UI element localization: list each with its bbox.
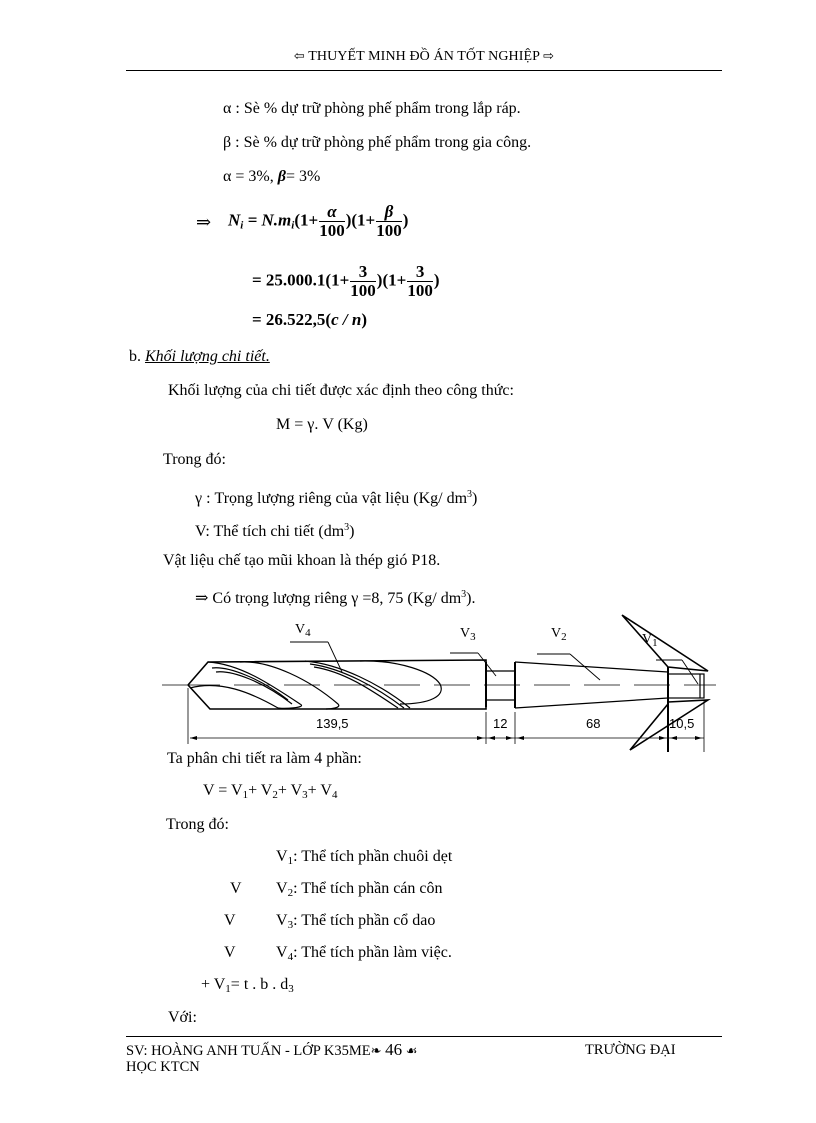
volume-sum-formula: $V = V_1+ V_2+ V_3+ V_4$ xyxy=(203,782,338,801)
label-v4: $V_4$ xyxy=(295,622,311,639)
stray-v-3: V xyxy=(224,912,236,929)
left-arrow-ornament-icon: ⇦ xyxy=(293,49,305,64)
ni-formula: $N_i = N.m_i(1+$ $\frac{\alpha}{100}$ )(1+ $\frac{\beta}{100}$ ) xyxy=(228,202,409,240)
fraction-beta: $\frac{\beta}{100}$ xyxy=(376,202,402,240)
ni-substitution: = 25.000.1(1+ $\frac{3}{100}$ )(1+ $\frac{3}{100}$ ) xyxy=(252,262,440,300)
section-b-heading: b. Khối lượng chi tiết. xyxy=(129,348,270,365)
alpha-beta-values: α = 3%, β= 3% xyxy=(223,168,321,185)
footer-divider xyxy=(126,1036,722,1037)
part-item-v2: $V_2$: Thể tích phần cán côn xyxy=(276,880,443,899)
part-item-v3: $V_3$: Thể tích phần cổ dao xyxy=(276,912,436,931)
dimension-139-5: 139,5 xyxy=(316,716,349,731)
volume-definition: V: Thể tích chi tiết $(dm^3)$ xyxy=(195,522,355,540)
header-title: THUYẾT MINH ĐỒ ÁN TỐT NGHIỆP xyxy=(308,49,540,64)
gamma-definition: γ : Trọng lượng riêng của vật liệu (Kg/ $dm^3$) xyxy=(195,489,478,507)
label-v3: $V_3$ xyxy=(460,626,476,643)
page-header xyxy=(126,49,722,65)
drill-diagram xyxy=(160,612,720,752)
drill-drawing-icon xyxy=(160,612,720,752)
stray-v-4: V xyxy=(224,944,236,961)
ni-result: = 26.522,5(c / n) xyxy=(252,310,368,329)
split-intro: Ta phân chi tiết ra làm 4 phần: xyxy=(167,750,362,767)
label-v1: $V_1$ xyxy=(642,632,658,649)
dimension-10-5: 10,5 xyxy=(669,716,695,731)
implies-arrow-icon: ⇒ xyxy=(196,212,212,232)
where-label-2: Trong đó: xyxy=(166,816,229,833)
page-number: 46 xyxy=(385,1040,403,1059)
fraction-3-100-b: $\frac{3}{100}$ xyxy=(407,262,433,300)
beta-definition: β : Sè % dự trữ phòng phế phẩm trong gia công. xyxy=(223,134,532,151)
label-v2: $V_2$ xyxy=(551,626,567,643)
header-divider xyxy=(126,70,722,71)
density-statement: ⇒ Có trọng lượng riêng γ =8, 75 (Kg/ $dm^3$). xyxy=(195,589,476,607)
fraction-3-100-a: $\frac{3}{100}$ xyxy=(350,262,376,300)
mass-intro: Khối lượng của chi tiết được xác định theo công thức: xyxy=(168,382,514,399)
footer-school: TRƯỜNG ĐẠI xyxy=(585,1042,676,1058)
with-label: Với: xyxy=(168,1009,197,1026)
dimension-12: 12 xyxy=(493,716,508,731)
left-fleuron-icon: ❧ xyxy=(370,1044,382,1059)
right-fleuron-icon: ☙ xyxy=(405,1044,418,1059)
fraction-alpha: $\frac{\alpha}{100}$ xyxy=(319,202,345,240)
v1-formula: + $V_1= t$ . b . $d_3$ xyxy=(201,976,294,995)
dimension-68: 68 xyxy=(586,716,601,731)
mass-formula: M = γ. V (Kg) xyxy=(276,416,368,433)
part-item-v1: $V_1$: Thể tích phần chuôi dẹt xyxy=(276,848,453,867)
footer-school-cont: HỌC KTCN xyxy=(126,1059,200,1075)
right-arrow-ornament-icon: ⇨ xyxy=(543,49,555,64)
where-label: Trong đó: xyxy=(163,451,226,468)
part-item-v4: $V_4$: Thể tích phần làm việc. xyxy=(276,944,452,963)
stray-v-2: V xyxy=(230,880,242,897)
footer-student: SV: HOÀNG ANH TUẤN - LỚP K35ME❧ 46 ☙ xyxy=(126,1040,418,1059)
alpha-definition: α : Sè % dự trữ phòng phế phẩm trong lắp ráp. xyxy=(223,100,521,117)
material-statement: Vật liệu chế tạo mũi khoan là thép gió P18. xyxy=(163,552,441,569)
